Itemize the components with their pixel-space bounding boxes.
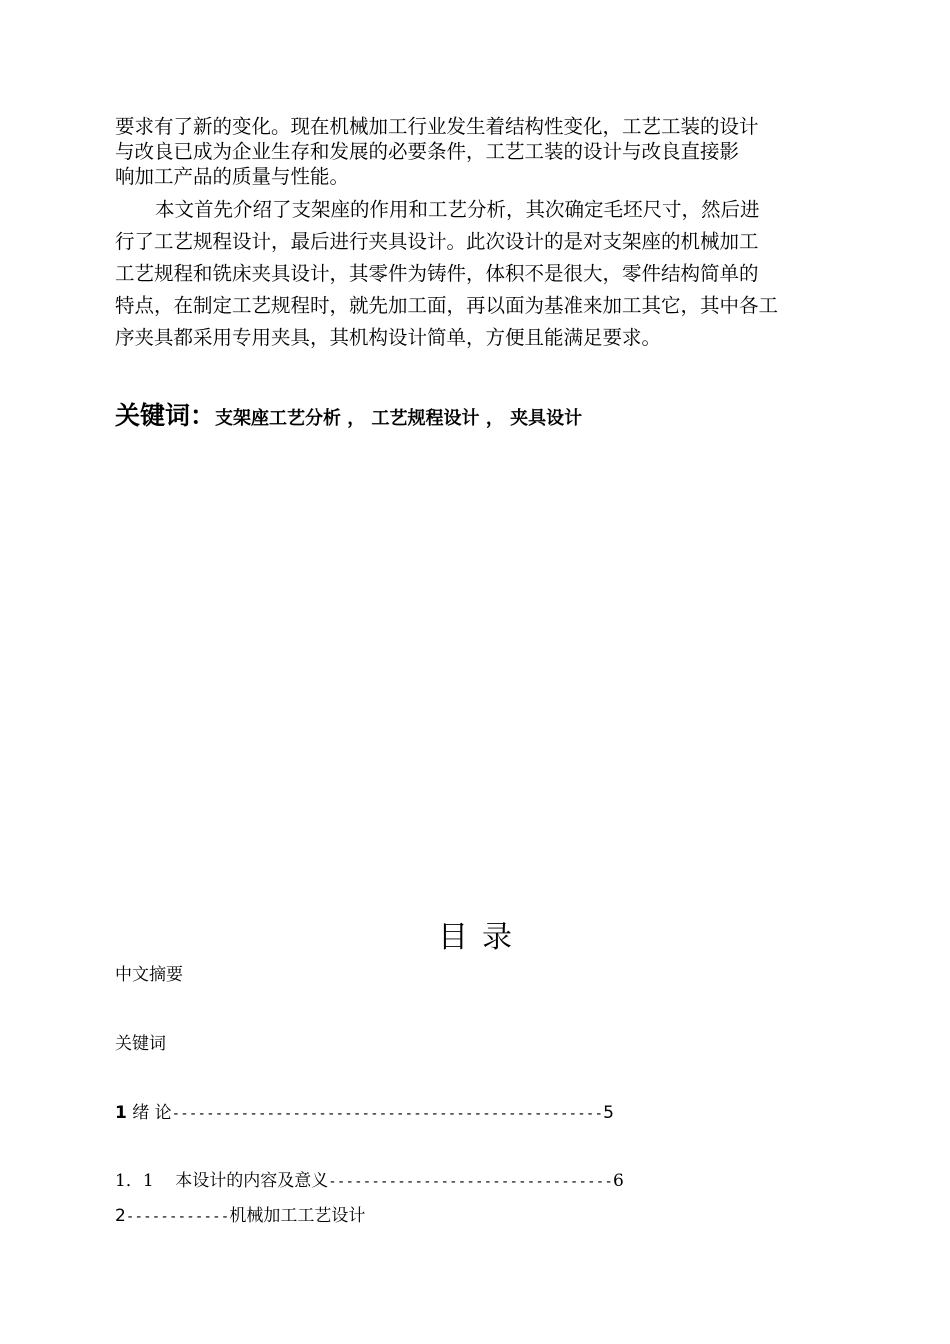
abstract-line: 工艺规程和铣床夹具设计，其零件为铸件，体积不是很大，零件结构简单的 — [115, 262, 759, 285]
abstract-line: 特点，在制定工艺规程时，就先加工面，再以面为基准来加工其它，其中各工 — [115, 294, 779, 317]
toc-entry-number: 1．1 — [115, 1171, 154, 1191]
toc-leader: ------------ — [125, 1209, 230, 1225]
toc-entry — [115, 1098, 614, 1123]
abstract-line: 要求有了新的变化。现在机械加工行业发生着结构性变化，工艺工装的设计 — [115, 115, 759, 138]
abstract-line: 响加工产品的质量与性能。 — [115, 165, 350, 188]
toc-entry-text: 绪 论 — [132, 1103, 172, 1123]
toc-leader: -------------------------------------------------- — [171, 1106, 604, 1122]
toc-entry-text: 中文摘要 — [115, 965, 183, 985]
toc-entry-text: 本设计的内容及意义 — [175, 1171, 329, 1191]
keywords-label: 关键词： — [115, 401, 216, 430]
abstract-line: 本文首先介绍了支架座的作用和工艺分析，其次确定毛坯尺寸，然后进 — [155, 198, 760, 221]
toc-entry — [115, 1166, 624, 1191]
toc-page-number: 6 — [613, 1171, 624, 1191]
toc-entry-number: 2 — [115, 1206, 126, 1226]
abstract-line: 与改良已成为企业生存和发展的必要条件，工艺工装的设计与改良直接影 — [115, 140, 740, 163]
toc-entry — [115, 1201, 365, 1226]
abstract-paragraph-continued — [115, 114, 840, 189]
toc-entry-number: 1 — [115, 1103, 127, 1123]
abstract-paragraph — [115, 194, 840, 354]
toc-entry — [115, 960, 183, 985]
abstract-line: 序夹具都采用专用夹具，其机构设计简单，方便且能满足要求。 — [115, 326, 662, 349]
toc-entry — [115, 1029, 166, 1054]
toc-page-number: 5 — [603, 1103, 614, 1123]
keywords-line — [115, 396, 582, 432]
keywords-items: 支架座工艺分析 ， 工艺规程设计 ， 夹具设计 — [215, 408, 583, 429]
toc-entry-text: 机械加工工艺设计 — [229, 1206, 366, 1226]
toc-leader: --------------------------------- — [328, 1174, 614, 1190]
toc-title: 目录 — [438, 920, 526, 955]
abstract-line: 行了工艺规程设计，最后进行夹具设计。此次设计的是对支架座的机械加工 — [115, 230, 759, 253]
toc-entry-text: 关键词 — [115, 1034, 166, 1054]
